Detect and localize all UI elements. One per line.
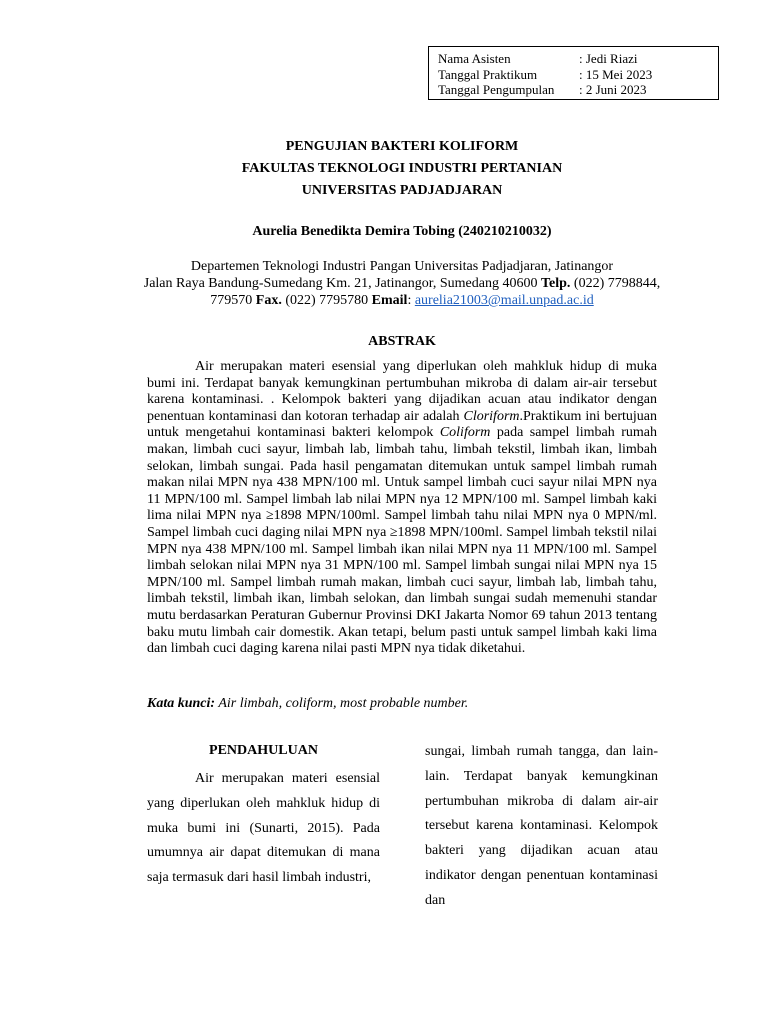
info-value: : Jedi Riazi xyxy=(579,51,638,66)
abstract-term-coliform: Coliform xyxy=(439,425,491,441)
keywords xyxy=(147,695,667,712)
info-box xyxy=(428,46,719,100)
info-label: Tanggal Praktikum xyxy=(438,66,538,82)
section-heading-pendahuluan: PENDAHULUAN xyxy=(209,743,318,758)
abstract-term-cloriform: Cloriform xyxy=(463,408,520,424)
info-label: Nama Asisten xyxy=(438,51,511,66)
keywords-list: Air limbah, coliform, most probable number. xyxy=(215,696,469,711)
title-line-3: UNIVERSITAS PADJADJARAN xyxy=(301,183,503,198)
info-row-assistant xyxy=(438,51,718,67)
telp-value: (022) 7798844, 779570 xyxy=(210,276,661,308)
info-value: : 15 Mei 2023 xyxy=(579,66,653,82)
paper-title xyxy=(100,136,704,202)
telp-label: Telp. xyxy=(540,276,571,291)
keywords-label: Kata kunci: xyxy=(147,696,216,711)
info-value: : 2 Juni 2023 xyxy=(579,82,647,97)
abstract-part-2: .Praktikum ini bertujuan untuk mengetahui kontaminasi bakteri kelompok xyxy=(147,408,657,441)
abstract-text xyxy=(147,359,657,658)
fax-label: Fax. xyxy=(255,293,282,308)
title-line-2: FAKULTAS TEKNOLOGI INDUSTRI PERTANIAN xyxy=(241,161,563,176)
title-line-1: PENGUJIAN BAKTERI KOLIFORM xyxy=(285,139,519,154)
column-left xyxy=(147,740,380,891)
affiliation-address: Jalan Raya Bandung-Sumedang Km. 21, Jatinangor, Sumedang 40600 xyxy=(143,276,541,291)
author-name: Aurelia Benedikta Demira Tobing (240210210032) xyxy=(252,224,552,239)
fax-value: (022) 7795780 xyxy=(281,293,372,308)
affiliation xyxy=(140,258,664,309)
affiliation-line-1: Departemen Teknologi Industri Pangan Universitas Padjadjaran, Jatinangor xyxy=(190,259,614,274)
email-label: Email xyxy=(371,293,408,308)
abstract-part-3: pada sampel limbah rumah makan, limbah cuci sayur, limbah lab, limbah tahu, limbah tekstil, limbah ikan, limbah selokan, limbah sungai. Pada hasil pengamatan ditemukan untuk sampel limbah rumah makan nilai MPN nya 438 MPN/100 ml. Untuk sampel limbah cuci sayur nilai MPN nya 11 MPN/100 ml. Sampel limbah lab nilai MPN nya 12 MPN/100 ml. Sampel limbah kaki lima nilai MPN nya ≥1898 MPN/100ml. Sampel limbah tahu nilai MPN nya 0 MPN/ml. Sampel limbah cuci daging nilai MPN nya ≥1898 MPN/100ml. Sampel limbah tekstil nilai MPN nya 438 MPN/100 ml. Sampel limbah ikan nilai MPN nya 11 MPN/100 ml. Sampel limbah selokan nilai MPN nya 31 MPN/100 ml. Sampel limbah sungai nilai MPN nya 15 MPN/100 ml. Sampel limbah rumah makan, limbah cuci sayur, limbah lab, limbah tahu, limbah tekstil, limbah ikan, limbah selokan, dan limbah sungai sudah memenuhi standar mutu berdasarkan Peraturan Gubernur Provinsi DKI Jakarta Nomor 69 tahun 2013 tentang baku mutu limbah cair domestik. Akan tetapi, belum pasti untuk sampel limbah kaki lima dan limbah cuci daging karena nilai pasti MPN nya tidak diketahui. xyxy=(147,425,657,657)
intro-paragraph-continued: sungai, limbah rumah tangga, dan lain-lain. Terdapat banyak kemungkinan pertumbuhan mikroba di dalam air-air tersebut karena kontaminasi. Kelompok bakteri yang dijadikan acuan atau indikator dengan penentuan kontaminasi dan xyxy=(425,744,658,908)
abstract-heading: ABSTRAK xyxy=(368,334,436,349)
column-right xyxy=(425,740,658,914)
info-row-submission-date xyxy=(438,82,718,98)
email-link[interactable]: aurelia21003@mail.unpad.ac.id xyxy=(414,293,594,308)
email-separator: : xyxy=(407,293,415,308)
info-label: Tanggal Pengumpulan xyxy=(438,82,555,97)
intro-paragraph: Air merupakan materi esensial yang diperlukan oleh mahkluk hidup di muka bumi ini (Sunarti, 2015). Pada umumnya air dapat ditemukan di mana saja termasuk dari hasil limbah industri, xyxy=(147,771,380,886)
abstract-part-1: Air merupakan materi esensial yang diperlukan oleh mahkluk hidup di muka bumi ini. Terdapat banyak kemungkinan pertumbuhan mikroba di dalam air-air tersebut karena kontaminasi. . Kelompok bakteri yang dijadikan acuan atau indikator dengan penentuan kontaminasi dan kotoran terhadap air adalah xyxy=(147,359,657,424)
info-row-practicum-date xyxy=(438,67,718,83)
